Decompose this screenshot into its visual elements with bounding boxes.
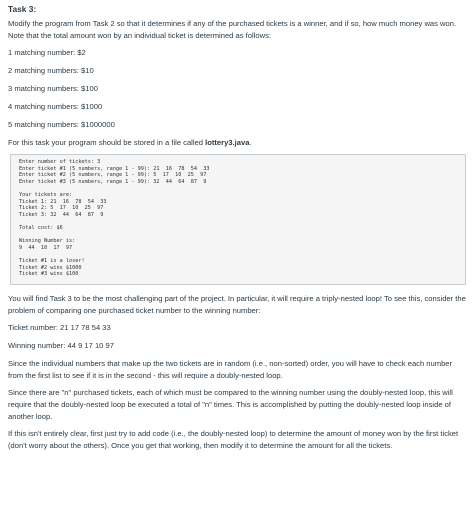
code-line: Ticket 3: 32 44 64 87 9 [19, 211, 104, 218]
code-line: Enter ticket #3 (5 numbers, range 1 - 99): 32 44 64 87 9 [19, 178, 207, 185]
unclear-paragraph: If this isn't entirely clear, first just try to add code (i.e., the doubly-nested loop) to determine the amount of money won by the first ticket (don't worry about the others). Once you get that working, then modify it to determine the amount for all the tickets. [8, 428, 459, 450]
storage-paragraph [8, 137, 466, 149]
storage-suffix: . [249, 138, 252, 147]
code-line [19, 218, 457, 225]
code-line: Enter ticket #1 (5 numbers, range 1 - 99): 21 16 78 54 33 [19, 165, 210, 172]
file-name: lottery3.java [205, 138, 250, 147]
code-line: Enter ticket #2 (5 numbers, range 1 - 99): 5 17 10 25 97 [19, 172, 207, 179]
n-tickets-paragraph: Since there are "n" purchased tickets, each of which must be compared to the winning number using the doubly-nested loop, this will require that the doubly-nested loop be executed a total of "n" times. This is accomplished by putting the doubly-nested loop inside of another loop. [8, 387, 453, 421]
code-line: Ticket #3 wins $100 [19, 271, 79, 278]
code-line: Ticket 2: 5 17 10 25 97 [19, 205, 104, 212]
sample-output-box [10, 154, 466, 285]
storage-text: For this task your program should be stored in a file called [8, 138, 206, 147]
code-line: Ticket #1 is a loser! [19, 257, 85, 264]
code-line: Winning Number is: [19, 238, 76, 245]
code-line: Enter number of tickets: 3 [19, 159, 101, 165]
intro-paragraph: Modify the program from Task 2 so that it determines if any of the purchased tickets is a winner, and if so, how much money was won. Note that the total amount won by an individual ticket is determined as follows: [8, 19, 457, 40]
prize-item: 5 matching numbers: $1000000 [8, 120, 115, 129]
prize-list [8, 47, 466, 131]
prize-item: 3 matching numbers: $100 [8, 84, 98, 93]
code-line: Ticket 1: 21 16 78 54 33 [19, 198, 107, 205]
ticket-number-line: Ticket number: 21 17 78 54 33 [8, 322, 111, 332]
challenge-paragraph: You will find Task 3 to be the most challenging part of the project. In particular, it will require a triply-nested loop! To see this, consider the problem of comparing one purchased ticket number to the winning number: [8, 293, 466, 315]
code-line [19, 251, 457, 258]
prize-item: 1 matching number: $2 [8, 48, 86, 57]
code-line: 9 44 10 17 97 [19, 244, 73, 251]
code-line: Ticket #2 wins $1000 [19, 264, 82, 271]
prize-item: 4 matching numbers: $1000 [8, 102, 103, 111]
code-line [19, 185, 457, 192]
code-line: Your tickets are: [19, 191, 73, 198]
prize-item: 2 matching numbers: $10 [8, 66, 94, 75]
task-heading: Task 3: [8, 4, 37, 14]
random-order-paragraph: Since the individual numbers that make up the two tickets are in random (i.e., non-sorted) order, you will have to check each number from the first list to see if it is in the second - this will require a doubly-nested loop. [8, 358, 453, 380]
code-line [19, 232, 457, 239]
winning-number-line: Winning number: 44 9 17 10 97 [8, 340, 114, 350]
code-line: Total cost: $6 [19, 224, 63, 231]
